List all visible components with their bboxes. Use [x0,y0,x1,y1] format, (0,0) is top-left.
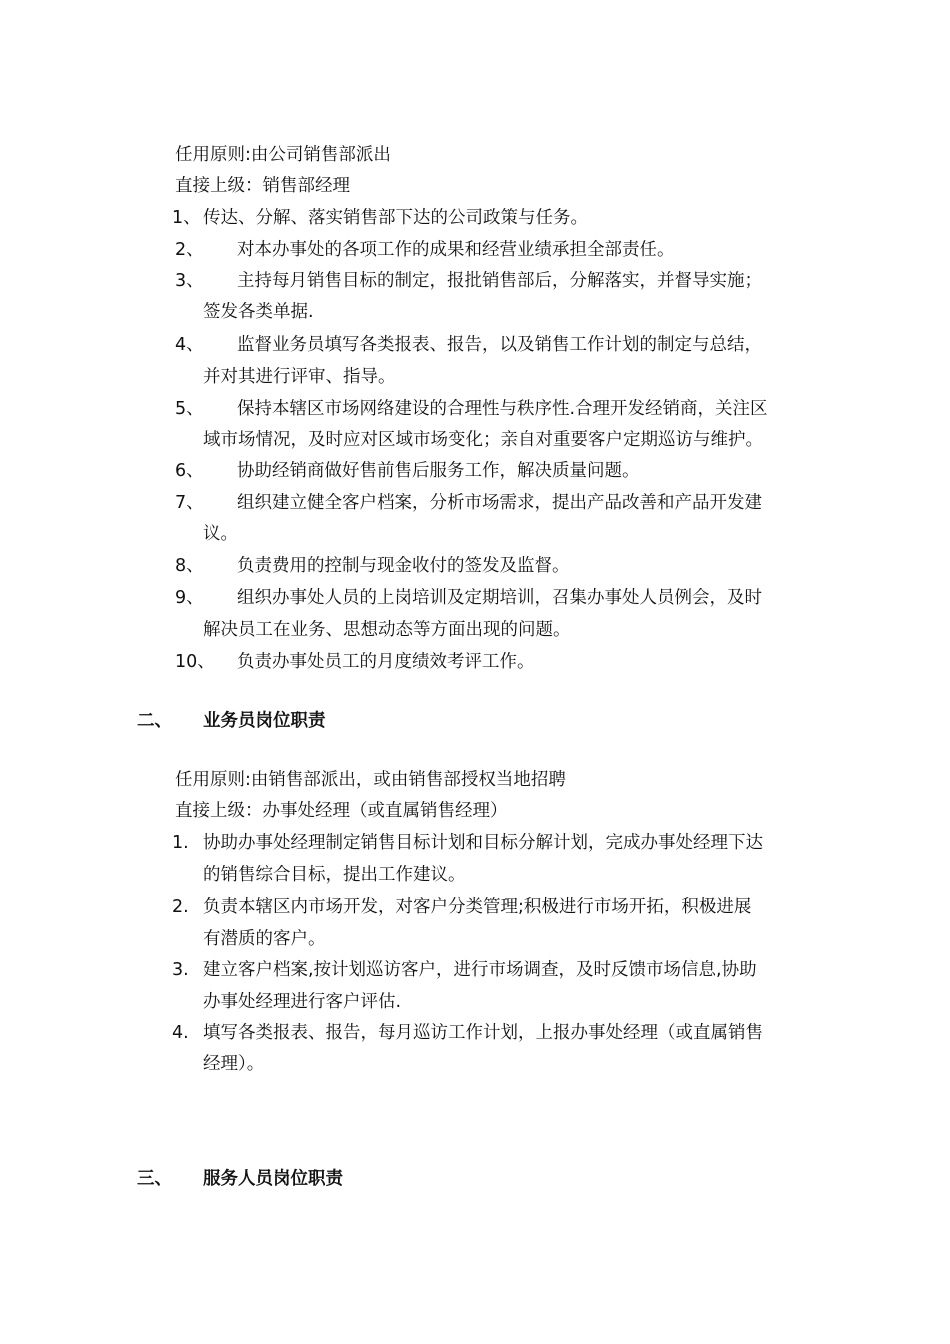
s1-item-2-text: 对本办事处的各项工作的成果和经营业绩承担全部责任。 [237,240,675,260]
s2-item-4-text: 填写各类报表、报告，每月巡访工作计划，上报办事处经理（或直属销售 [203,1023,763,1043]
s1-item-4-text: 监督业务员填写各类报表、报告，以及销售工作计划的制定与总结， [237,335,762,355]
s1-item-7-num: 7、 [175,493,204,513]
s1-principle: 任用原则:由公司销售部派出 [175,145,391,165]
s1-superior: 直接上级：销售部经理 [175,176,350,196]
s2-item-3-num: 3. [172,960,189,980]
s2-superior: 直接上级：办事处经理（或直属销售经理） [175,801,508,821]
s2-item-3-text-cont: 办事处经理进行客户评估. [203,992,402,1012]
s1-item-5-num: 5、 [175,399,204,419]
s2-item-4-text-cont: 经理）。 [203,1054,265,1074]
s1-item-3-text-cont: 签发各类单据. [203,302,314,322]
s1-item-9-text-cont: 解决员工在业务、思想动态等方面出现的问题。 [203,620,571,640]
s1-item-6-text: 协助经销商做好售前售后服务工作，解决质量问题。 [237,461,640,481]
s1-item-9-num: 9、 [175,588,204,608]
s1-item-3-num: 3、 [175,271,204,291]
s2-principle: 任用原则:由销售部派出，或由销售部授权当地招聘 [175,770,566,790]
s1-item-2-num: 2、 [175,240,204,260]
s1-item-3-text: 主持每月销售目标的制定，报批销售部后，分解落实，并督导实施； [237,271,762,291]
s2-item-1-text: 协助办事处经理制定销售目标计划和目标分解计划，完成办事处经理下达 [203,833,763,853]
s1-item-9-text: 组织办事处人员的上岗培训及定期培训，召集办事处人员例会，及时 [237,588,762,608]
s1-item-1-text: 传达、分解、落实销售部下达的公司政策与任务。 [203,208,588,228]
s1-item-5-text: 保持本辖区市场网络建设的合理性与秩序性.合理开发经销商，关注区 [237,399,768,419]
s1-item-6-num: 6、 [175,461,204,481]
s1-item-7-text-cont: 议。 [203,524,238,544]
s2-item-2-text-cont: 有潜质的客户。 [203,929,326,949]
s2-item-2-num: 2. [172,897,189,917]
s1-item-10-num: 10、 [175,652,215,672]
s1-item-1-num: 1、 [172,208,201,228]
s2-item-4-num: 4. [172,1023,189,1043]
s1-item-8-text: 负责费用的控制与现金收付的签发及监督。 [237,556,570,576]
s2-item-1-num: 1. [172,833,189,853]
s3-heading-title: 服务人员岗位职责 [203,1169,343,1189]
s1-item-4-text-cont: 并对其进行评审、指导。 [203,367,396,387]
s3-heading-number: 三、 [137,1169,172,1189]
s1-item-10-text: 负责办事处员工的月度绩效考评工作。 [237,652,535,672]
s2-item-3-text: 建立客户档案,按计划巡访客户，进行市场调查，及时反馈市场信息,协助 [203,960,757,980]
s2-item-1-text-cont: 的销售综合目标，提出工作建议。 [203,865,466,885]
s1-item-7-text: 组织建立健全客户档案，分析市场需求，提出产品改善和产品开发建 [237,493,762,513]
s2-heading-number: 二、 [137,711,172,731]
s1-item-4-num: 4、 [175,335,204,355]
s1-item-8-num: 8、 [175,556,204,576]
s1-item-5-text-cont: 域市场情况，及时应对区域市场变化；亲自对重要客户定期巡访与维护。 [203,430,763,450]
s2-item-2-text: 负责本辖区内市场开发，对客户分类管理;积极进行市场开拓，积极进展 [203,897,752,917]
s2-heading-title: 业务员岗位职责 [203,711,326,731]
